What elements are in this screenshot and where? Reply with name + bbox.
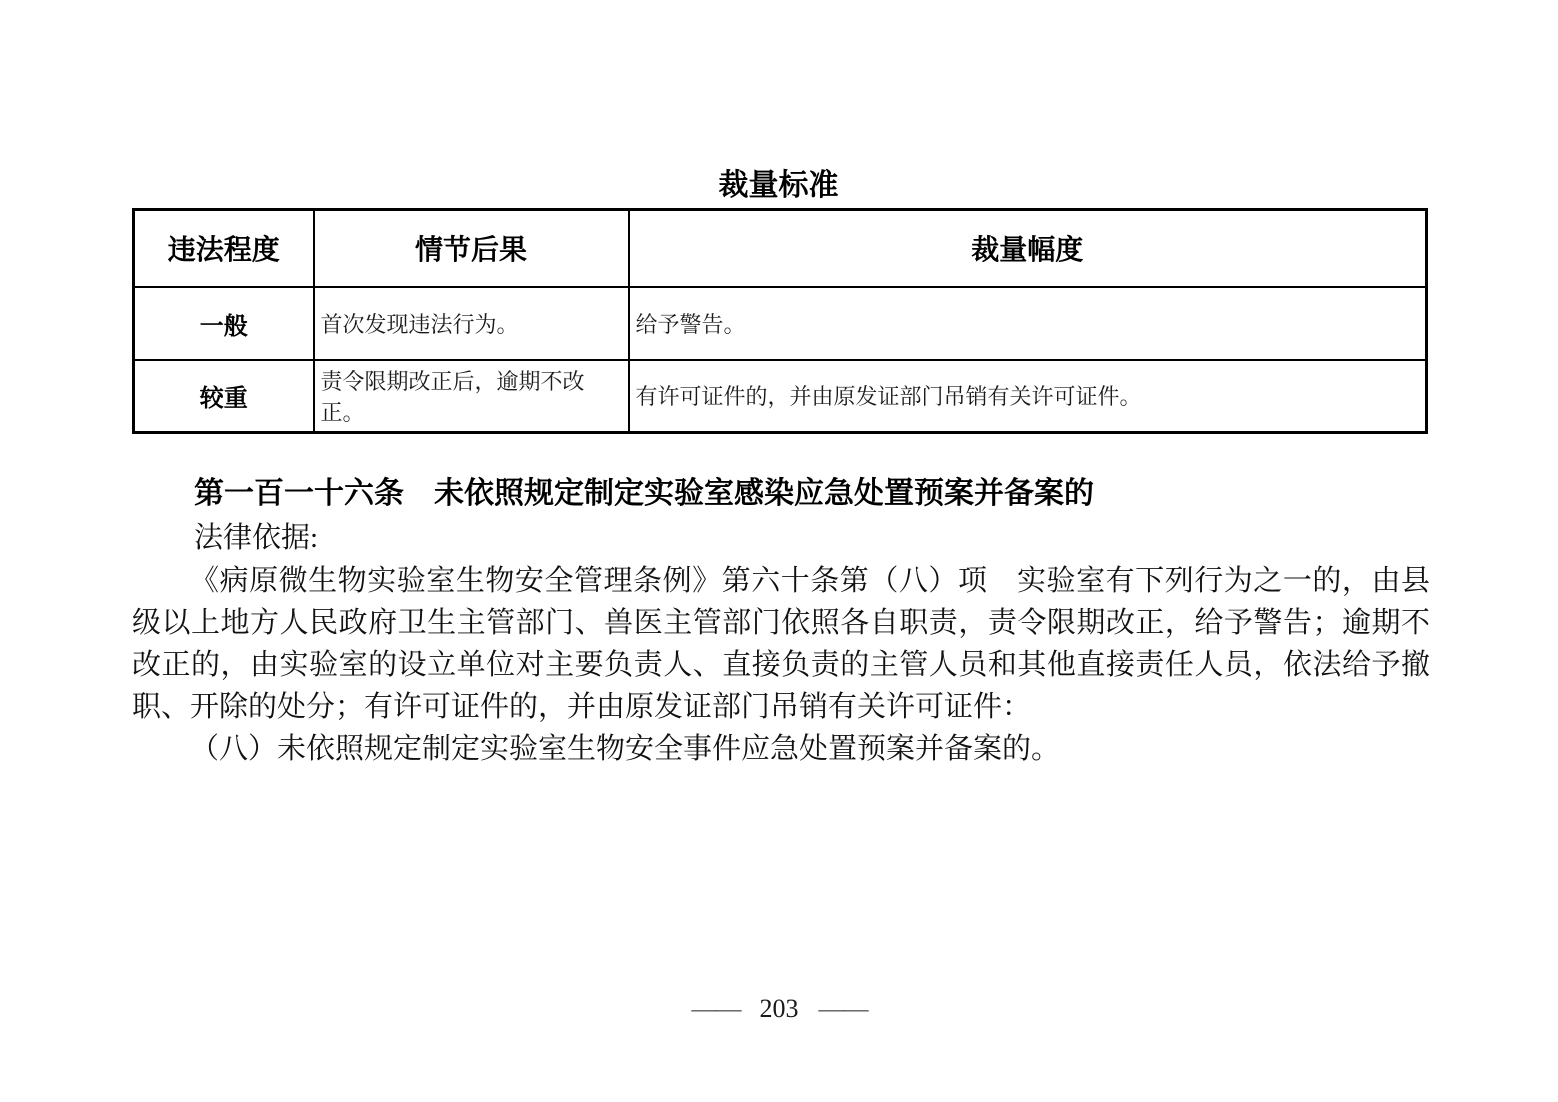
footer-dash-left: ——	[691, 994, 740, 1023]
table-header-row	[134, 210, 1427, 287]
circumstance-value-serious: 责令限期改正后，逾期不改正。	[314, 360, 629, 433]
degree-value-serious: 较重	[134, 360, 314, 433]
circumstance-value-general: 首次发现违法行为。	[314, 287, 629, 360]
page-footer	[0, 994, 1558, 1024]
article-section	[132, 472, 1430, 770]
table-title: 裁量标准	[718, 169, 839, 202]
footer-dash-right: ——	[818, 994, 867, 1023]
discretion-table	[132, 208, 1428, 434]
page-number: 203	[759, 994, 799, 1023]
degree-value-general: 一般	[134, 287, 314, 360]
article-heading: 第一百一十六条 未依照规定制定实验室感染应急处置预案并备案的	[194, 477, 1094, 510]
table-row	[134, 287, 1427, 360]
header-discretion-range: 裁量幅度	[629, 210, 1427, 287]
paragraph-item-8: （八）未依照规定制定实验室生物安全事件应急处置预案并备案的。	[190, 733, 1061, 765]
header-violation-degree: 违法程度	[134, 210, 314, 287]
table-row	[134, 360, 1427, 433]
range-value-general: 给予警告。	[629, 287, 1427, 360]
paragraph-legal-basis: 《病原微生物实验室生物安全管理条例》第六十条第（八）项 实验室有下列行为之一的，由县级以上地方人民政府卫生主管部门、兽医主管部门依照各自职责，责令限期改正，给予警告；逾期不改正的，由实验室的设立单位对主要负责人、直接负责的主管人员和其他直接责任人员，依法给予撤职、开除的处分；有许可证件的，并由原发证部门吊销有关许可证件：	[132, 565, 1430, 723]
law-basis-label: 法律依据:	[194, 522, 319, 554]
range-value-serious: 有许可证件的，并由原发证部门吊销有关许可证件。	[629, 360, 1427, 433]
header-circumstance: 情节后果	[314, 210, 629, 287]
